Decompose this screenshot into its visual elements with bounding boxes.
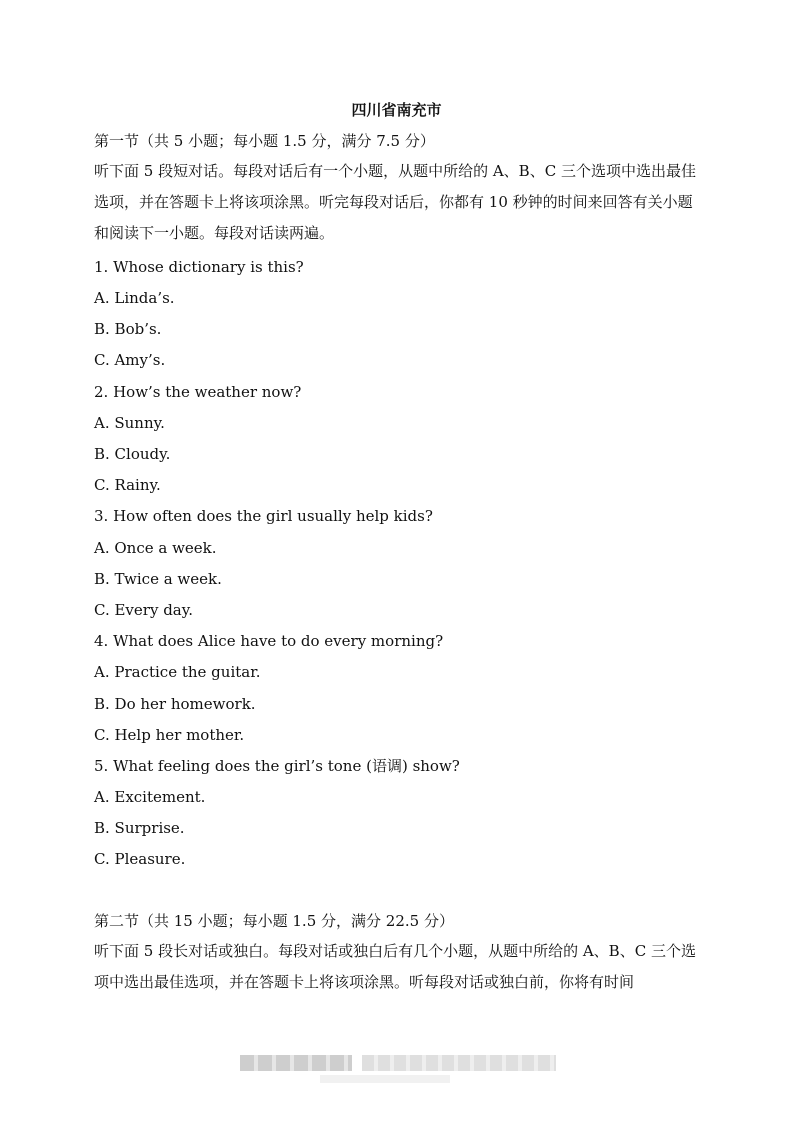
question-3-option-a: A. Once a week. <box>94 539 217 557</box>
question-2-option-a: A. Sunny. <box>94 414 165 432</box>
question-4-option-a: A. Practice the guitar. <box>94 663 261 681</box>
question-5-option-b: B. Surprise. <box>94 819 185 837</box>
question-3-option-c: C. Every day. <box>94 601 193 619</box>
footer-blur-left <box>240 1055 352 1071</box>
question-2-option-b: B. Cloudy. <box>94 445 171 463</box>
question-5-stem: 5. What feeling does the girl’s tone (语调) show? <box>94 757 460 775</box>
question-1-stem: 1. Whose dictionary is this? <box>94 258 304 276</box>
question-3-option-b: B. Twice a week. <box>94 570 222 588</box>
question-4-option-c: C. Help her mother. <box>94 726 245 744</box>
question-1-option-b: B. Bob’s. <box>94 320 162 338</box>
section2-heading: 第二节（共 15 小题；每小题 1.5 分，满分 22.5 分） <box>94 912 454 930</box>
blurred-footer-watermark <box>240 1055 556 1071</box>
question-2-stem: 2. How’s the weather now? <box>94 383 302 401</box>
document-title: 四川省南充市 <box>351 101 442 119</box>
section1-heading: 第一节（共 5 小题；每小题 1.5 分，满分 7.5 分） <box>94 132 435 150</box>
section1-instructions: 听下面 5 段短对话。每段对话后有一个小题，从题中所给的 A、B、C 三个选项中选出最佳选项，并在答题卡上将该项涂黑。听完每段对话后，你都有 10 秒钟的时间来回答有关小题和阅读下一小题。每段对话读两遍。 <box>94 162 696 243</box>
footer-blur-bottom <box>320 1075 450 1083</box>
section2-instructions: 听下面 5 段长对话或独白。每段对话或独白后有几个小题，从题中所给的 A、B、C 三个选项中选出最佳选项，并在答题卡上将该项涂黑。听每段对话或独白前，你将有时间 <box>94 942 696 992</box>
question-4-stem: 4. What does Alice have to do every morning? <box>94 632 444 650</box>
question-1-option-a: A. Linda’s. <box>94 289 175 307</box>
question-1-option-c: C. Amy’s. <box>94 351 166 369</box>
footer-blur-right <box>362 1055 556 1071</box>
question-5-option-a: A. Excitement. <box>94 788 206 806</box>
question-5-option-c: C. Pleasure. <box>94 850 186 868</box>
question-4-option-b: B. Do her homework. <box>94 695 256 713</box>
question-2-option-c: C. Rainy. <box>94 476 161 494</box>
question-3-stem: 3. How often does the girl usually help kids? <box>94 507 433 525</box>
